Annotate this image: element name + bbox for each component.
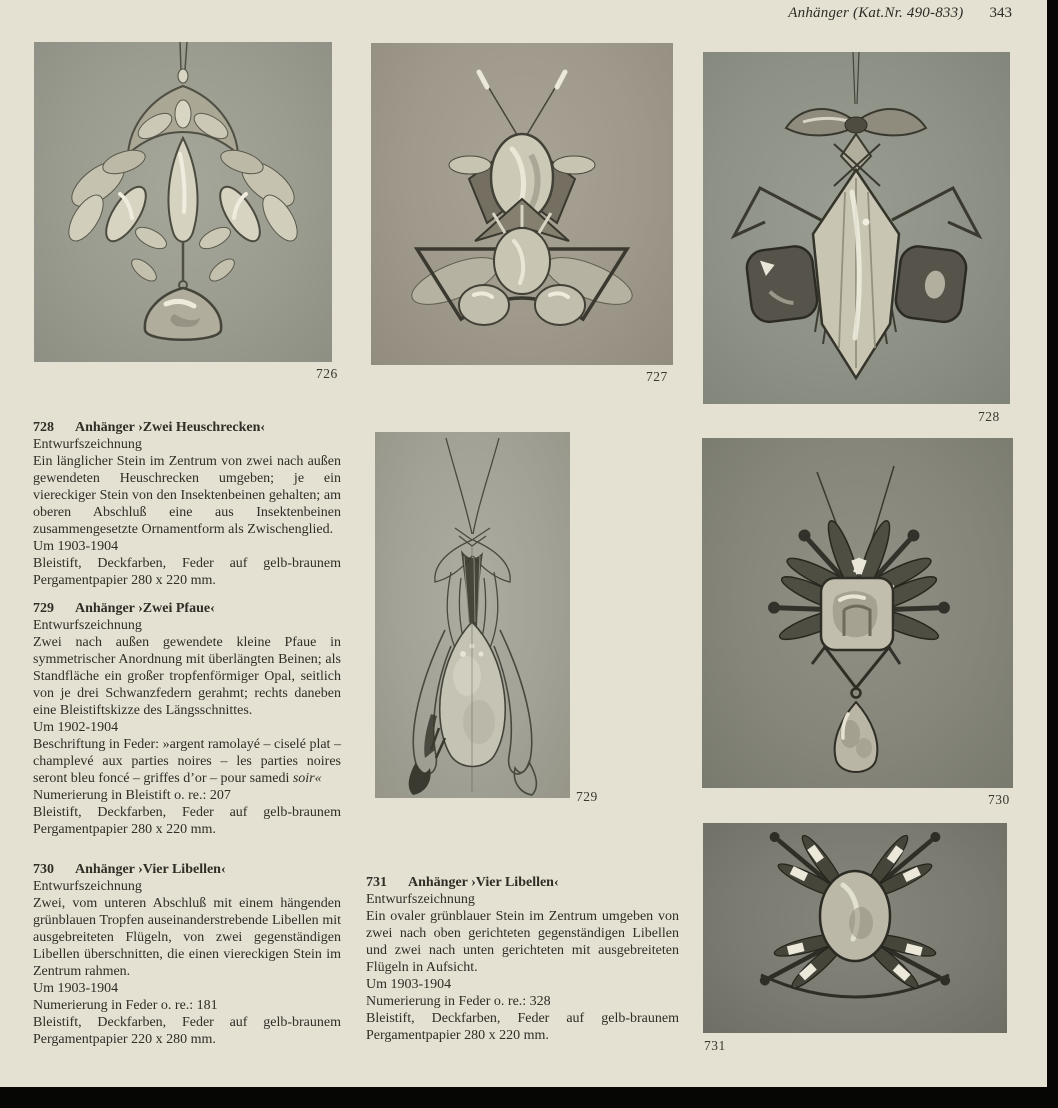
- figure-729-caption: 729: [576, 789, 598, 804]
- entry-materials: Bleistift, Deckfarben, Feder auf gelb-braunem Pergamentpapier 280 x 220 mm.: [33, 556, 341, 588]
- entry-subtitle: Entwurfszeichnung: [33, 618, 142, 633]
- entry-inscription: [33, 736, 341, 787]
- entry-729: [33, 600, 341, 838]
- inscription-italic-text: soir«: [292, 771, 322, 786]
- entry-number: 730: [33, 862, 54, 877]
- figure-731-caption: 731: [704, 1038, 726, 1053]
- pendant-sketch-730: [702, 438, 1013, 788]
- entry-description: Ein ovaler grünblauer Stein im Zentrum umgeben von zwei nach oben gerichteten gegenständigen Libellen und zwei nach unten gerichteten mit ausgebreiteten Flügeln in Aufsicht.: [366, 909, 679, 975]
- entry-heading: [366, 874, 679, 891]
- entry-heading: [33, 419, 341, 436]
- entry-numbering: Numerierung in Bleistift o. re.: 207: [33, 788, 231, 803]
- entry-heading: [33, 600, 341, 617]
- entry-number: 731: [366, 875, 387, 890]
- figure-728-photo: [703, 52, 1010, 404]
- figure-730-photo: [702, 438, 1013, 788]
- page-header: [0, 5, 1012, 22]
- entry-materials: Bleistift, Deckfarben, Feder auf gelb-braunem Pergamentpapier 220 x 280 mm.: [33, 1015, 341, 1047]
- figure-726-caption: 726: [316, 366, 338, 381]
- figure-727-caption: 727: [646, 369, 668, 384]
- figure-728-caption: 728: [978, 409, 1000, 424]
- entry-730: [33, 861, 341, 1048]
- entry-title: Anhänger ›Zwei Pfaue‹: [75, 601, 215, 616]
- pendant-sketch-729: [375, 432, 570, 798]
- entry-description: Ein länglicher Stein im Zentrum von zwei nach außen gewendeten Heuschrecken umgeben; je ein viereckiger Stein von den Insektenbeinen gehalten; am oberen Abschluß eine aus Insektenbeinen zusammengesetzte Ornamentform als Zwischenglied.: [33, 454, 341, 537]
- entry-date: Um 1902-1904: [33, 720, 119, 735]
- figure-729-photo: [375, 432, 570, 798]
- entry-number: 729: [33, 601, 54, 616]
- entry-materials: Bleistift, Deckfarben, Feder auf gelb-braunem Pergamentpapier 280 x 220 mm.: [33, 805, 341, 837]
- entry-description: Zwei, vom unteren Abschluß mit einem hängenden grünblauen Tropfen auseinanderstrebende Libellen mit ausgebreiteten Flügeln, von zwei gegenständigen Libellen überschnitten, die einen viereckigen Stein im Zentrum rahmen.: [33, 896, 341, 979]
- entry-numbering: Numerierung in Feder o. re.: 328: [366, 994, 551, 1009]
- entry-date: Um 1903-1904: [33, 981, 119, 996]
- pendant-sketch-726: [34, 42, 332, 362]
- pendant-sketch-728: [703, 52, 1010, 404]
- figure-727-photo: [371, 43, 673, 365]
- running-head: Anhänger (Kat.Nr. 490-833): [788, 5, 964, 21]
- entry-number: 728: [33, 420, 54, 435]
- entry-numbering: Numerierung in Feder o. re.: 181: [33, 998, 218, 1013]
- entry-title: Anhänger ›Vier Libellen‹: [408, 875, 559, 890]
- entry-731: [366, 874, 679, 1044]
- entry-description: Zwei nach außen gewendete kleine Pfaue in symmetrischer Anordnung mit überlängten Beinen; als Standfläche ein großer tropfenförmiger Opal, seitlich von je drei Schwanzfedern gerahmt; rechts daneben eine Bleistiftskizze des Längsschnittes.: [33, 635, 341, 718]
- entry-materials: Bleistift, Deckfarben, Feder auf gelb-braunem Pergamentpapier 280 x 220 mm.: [366, 1011, 679, 1043]
- entry-728: [33, 419, 341, 589]
- pendant-sketch-727: [371, 43, 673, 365]
- entry-subtitle: Entwurfszeichnung: [33, 437, 142, 452]
- entry-title: Anhänger ›Zwei Heuschrecken‹: [75, 420, 266, 435]
- figure-726-photo: [34, 42, 332, 362]
- entry-subtitle: Entwurfszeichnung: [366, 892, 475, 907]
- entry-heading: [33, 861, 341, 878]
- entry-date: Um 1903-1904: [33, 539, 119, 554]
- page-number: 343: [989, 5, 1012, 21]
- entry-title: Anhänger ›Vier Libellen‹: [75, 862, 226, 877]
- pendant-sketch-731: [703, 823, 1007, 1033]
- entry-date: Um 1903-1904: [366, 977, 452, 992]
- entry-subtitle: Entwurfszeichnung: [33, 879, 142, 894]
- inscription-text: Beschriftung in Feder: »argent ramolayé – ciselé plat – champlevé aux parties noires – les parties noires seront bleu foncé – griffes d’or – pour samedi: [33, 737, 341, 786]
- figure-731-photo: [703, 823, 1007, 1033]
- figure-730-caption: 730: [988, 792, 1010, 807]
